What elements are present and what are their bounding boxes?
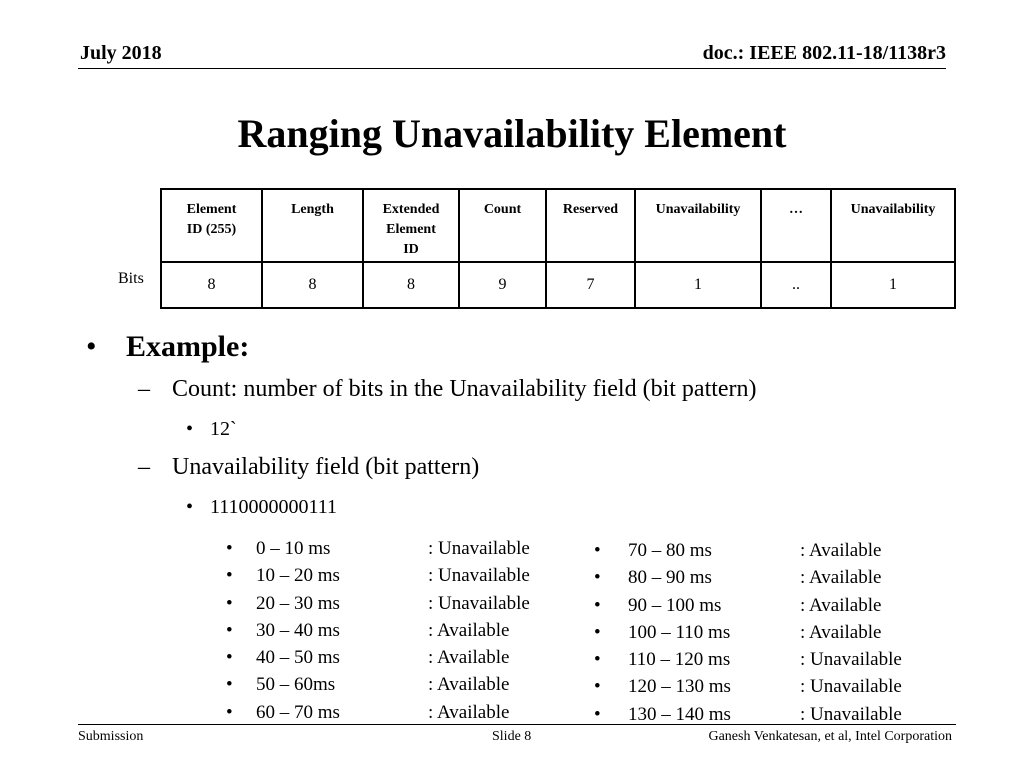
- field-line-text: Unavailability field (bit pattern): [172, 454, 480, 480]
- header-line: Element: [386, 222, 436, 237]
- header-line: Unavailability: [850, 202, 936, 217]
- list-item: [226, 620, 566, 647]
- example-heading: Example:: [126, 330, 250, 363]
- table-value-cell: 8: [161, 262, 262, 308]
- count-line-text: Count: number of bits in the Unavailability field (bit pattern): [172, 376, 757, 402]
- interval-range: 90 – 100 ms: [628, 594, 722, 616]
- header-line: ID: [403, 242, 419, 257]
- interval-range: 50 – 60ms: [256, 674, 336, 696]
- table-row-label: Bits: [118, 270, 144, 287]
- interval-status: : Available: [428, 619, 510, 641]
- footer-author: Ganesh Venkatesan, et al, Intel Corporation: [708, 729, 952, 744]
- table-header-cell: [161, 189, 262, 262]
- interval-status: : Available: [800, 621, 882, 643]
- interval-status: : Unavailable: [800, 676, 902, 698]
- interval-status: : Unavailable: [800, 703, 902, 725]
- bullet-icon: •: [186, 496, 194, 518]
- header-line: Extended: [382, 202, 440, 217]
- list-item: [594, 704, 934, 731]
- list-item: [594, 676, 934, 703]
- bullet-icon: •: [226, 565, 233, 587]
- interval-status: : Unavailable: [428, 538, 530, 559]
- bullet-icon: •: [226, 592, 233, 614]
- list-item: [594, 622, 934, 649]
- interval-status: : Unavailable: [428, 592, 530, 614]
- interval-range: 0 – 10 ms: [256, 538, 331, 559]
- list-item: [226, 538, 566, 565]
- interval-range: 60 – 70 ms: [256, 701, 340, 723]
- bullet-icon: •: [594, 649, 601, 671]
- interval-status: : Available: [428, 701, 510, 723]
- interval-status: : Available: [800, 540, 882, 561]
- table-header-cell: [459, 189, 546, 262]
- bullet-icon: •: [226, 538, 233, 559]
- table-header-row: [161, 189, 955, 262]
- interval-range: 70 – 80 ms: [628, 540, 712, 561]
- interval-status: : Unavailable: [800, 649, 902, 671]
- interval-status: : Unavailable: [428, 565, 530, 587]
- interval-range: 30 – 40 ms: [256, 619, 340, 641]
- table-header-cell: [363, 189, 459, 262]
- header-line: Element: [186, 202, 237, 217]
- table-header-cell: [635, 189, 761, 262]
- table-value-cell: 7: [546, 262, 635, 308]
- header-line: Reserved: [562, 202, 619, 217]
- table-value-cell: ..: [761, 262, 831, 308]
- bullet-icon: •: [226, 674, 233, 696]
- table-header-cell: [262, 189, 363, 262]
- interval-range: 120 – 130 ms: [628, 676, 731, 698]
- header-line: …: [789, 202, 803, 217]
- interval-status: : Available: [428, 647, 510, 669]
- bullet-icon: •: [226, 701, 233, 723]
- count-value: 12`: [210, 418, 237, 440]
- table-value-cell: 9: [459, 262, 546, 308]
- element-format-table: [160, 188, 956, 309]
- interval-range: 110 – 120 ms: [628, 649, 731, 671]
- table-bits-row: [161, 262, 955, 308]
- bullet-icon: •: [594, 621, 601, 643]
- interval-range: 100 – 110 ms: [628, 621, 731, 643]
- interval-range: 130 – 140 ms: [628, 703, 731, 725]
- footer-slide-number: Slide 8: [492, 729, 532, 744]
- bullet-icon: •: [594, 567, 601, 589]
- list-item: [226, 674, 566, 701]
- dash-icon: –: [138, 454, 150, 480]
- footer-submission: Submission: [78, 729, 144, 744]
- table-value-cell: 1: [831, 262, 955, 308]
- header-line: Count: [483, 202, 522, 217]
- header-line: Length: [291, 202, 334, 217]
- list-item: [594, 649, 934, 676]
- list-item: [226, 593, 566, 620]
- interval-range: 10 – 20 ms: [256, 565, 340, 587]
- list-item: [594, 540, 934, 567]
- header-date: July 2018: [80, 42, 162, 64]
- bullet-icon: •: [226, 647, 233, 669]
- table-value-cell: 8: [363, 262, 459, 308]
- list-item: [226, 647, 566, 674]
- slide-title: Ranging Unavailability Element: [237, 111, 787, 156]
- bullet-icon: •: [594, 676, 601, 698]
- header-line: ID (255): [186, 222, 237, 237]
- footer-divider: [78, 724, 956, 725]
- bullet-icon: •: [594, 540, 601, 561]
- interval-status: : Available: [800, 594, 882, 616]
- left-interval-list: [226, 538, 566, 729]
- list-item: [594, 567, 934, 594]
- bullet-icon: •: [594, 594, 601, 616]
- table-header-cell: [831, 189, 955, 262]
- interval-range: 40 – 50 ms: [256, 647, 340, 669]
- header-doc-id: doc.: IEEE 802.11-18/1138r3: [702, 42, 946, 64]
- bullet-icon: •: [226, 619, 233, 641]
- table-header-cell: [546, 189, 635, 262]
- bullet-icon: •: [186, 418, 194, 440]
- interval-status: : Available: [428, 674, 510, 696]
- right-interval-list: [594, 540, 934, 731]
- interval-status: : Available: [800, 567, 882, 589]
- list-item: [594, 595, 934, 622]
- bullet-icon: •: [594, 703, 601, 725]
- table-value-cell: 8: [262, 262, 363, 308]
- header-line: Unavailability: [655, 202, 741, 217]
- dash-icon: –: [138, 376, 150, 402]
- table-header-cell: [761, 189, 831, 262]
- interval-range: 20 – 30 ms: [256, 592, 340, 614]
- table-value-cell: 1: [635, 262, 761, 308]
- list-item: [226, 565, 566, 592]
- field-value: 1110000000111: [210, 496, 338, 518]
- interval-range: 80 – 90 ms: [628, 567, 712, 589]
- header-divider: [78, 68, 946, 69]
- bullet-icon: •: [86, 330, 97, 363]
